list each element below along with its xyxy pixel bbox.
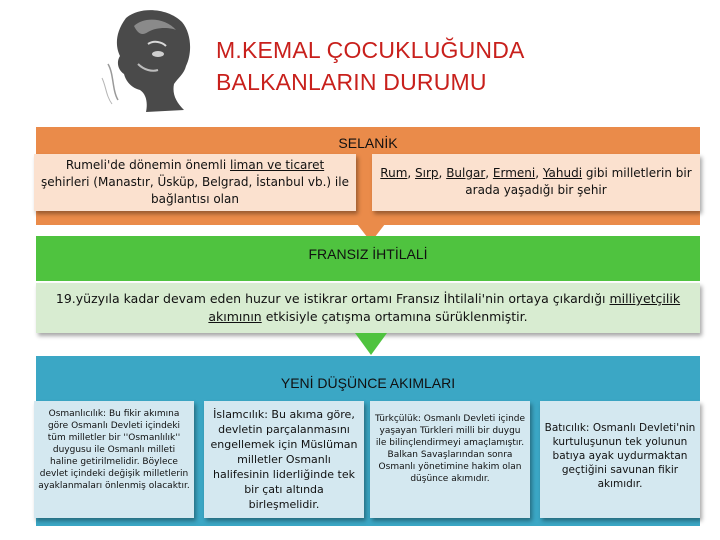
nation-separator: , (438, 166, 447, 180)
akim-islamcilik-text: Bu akıma göre, devletin parçalanmasını engellemek için Müslüman milletler Osmanlı halifesinin liderliğinde tek bir çatı altında birleşmelidir. (210, 408, 358, 511)
selanik-trade-underlined: liman ve ticaret (229, 158, 325, 172)
akim-osmanlicilik-text: Bu fikir akımına göre Osmanlı Devleti içindeki tüm milletler bir ''Osmanlılık'' duygusu ile Osmanlı milleti haline getirilmelidir. Böylece devlet içindeki değişik milletlerin ayaklanmaları önlenmiş olacaktır. (38, 409, 190, 491)
nation-bulgar: Bulgar (446, 166, 486, 180)
akim-turkculuk-head: Türkçülük: (374, 414, 421, 424)
nation-rum: Rum (380, 166, 408, 180)
akim-turkculuk-text: Osmanlı Devleti içinde yaşayan Türkleri milli bir duygu ile bilinçlendirmeyi amaçlamıştır. Balkan Savaşlarından sonra Osmanlı yönetimine hakim olan düşünce akımıdır. (375, 414, 526, 484)
nation-separator: , (535, 166, 543, 180)
selanik-nations-text: gibi milletlerin bir arada yaşadığı bir şehir (465, 166, 692, 197)
selanik-trade-card (34, 154, 356, 211)
fransiz-underlined: milliyetçilik akımının (208, 291, 681, 324)
fransiz-text-1: 19.yüzyıla kadar devam eden huzur ve istikrar ortamı Fransız İhtilali'nin ortaya çıkardığı (55, 291, 610, 306)
selanik-trade-text-2: şehirleri (Manastır, Üsküp, Belgrad, İstanbul vb.) ile bağlantısı olan (41, 175, 349, 206)
fransiz-text-2: etkisiyle çatışma ortamına sürüklenmiştir. (261, 309, 528, 324)
akim-osmanlicilik-head: Osmanlıcılık: (48, 409, 107, 419)
akim-card-osmanlicilik (34, 401, 194, 518)
akim-card-turkculuk (370, 401, 530, 518)
akim-baticilik-head: Batıcılık: (544, 422, 590, 434)
nation-separator: , (485, 166, 493, 180)
akim-card-baticilik (540, 401, 700, 518)
akim-islamcilik-head: İslamcılık: (213, 408, 268, 421)
title-line-1: M.KEMAL ÇOCUKLUĞUNDA (216, 37, 525, 63)
nation-sirp: Sırp (415, 166, 439, 180)
section-akimlar-label: YENİ DÜŞÜNCE AKIMLARI (280, 375, 456, 391)
portrait-sketch (88, 4, 208, 114)
nation-separator: , (407, 166, 416, 180)
nation-yahudi: Yahudi (542, 166, 583, 180)
nation-ermeni: Ermeni (492, 166, 536, 180)
page-title (216, 34, 696, 98)
akim-card-islamcilik (204, 401, 364, 518)
title-line-2: BALKANLARIN DURUMU (216, 69, 487, 95)
section-selanik-label: SELANİK (338, 135, 398, 151)
fransiz-ihtilali-card (36, 283, 700, 333)
akim-baticilik-text: Osmanlı Devleti'nin kurtuluşunun tek yolunun batıya ayak uydurmaktan geçtiğini savunan fikir akımıdır. (552, 422, 696, 490)
section-fransiz-label: FRANSIZ İHTİLALİ (308, 246, 428, 262)
section-fransiz-band (36, 236, 700, 281)
selanik-nations-card (372, 154, 700, 211)
selanik-trade-text-1: Rumeli'de dönemin önemli (65, 158, 230, 172)
